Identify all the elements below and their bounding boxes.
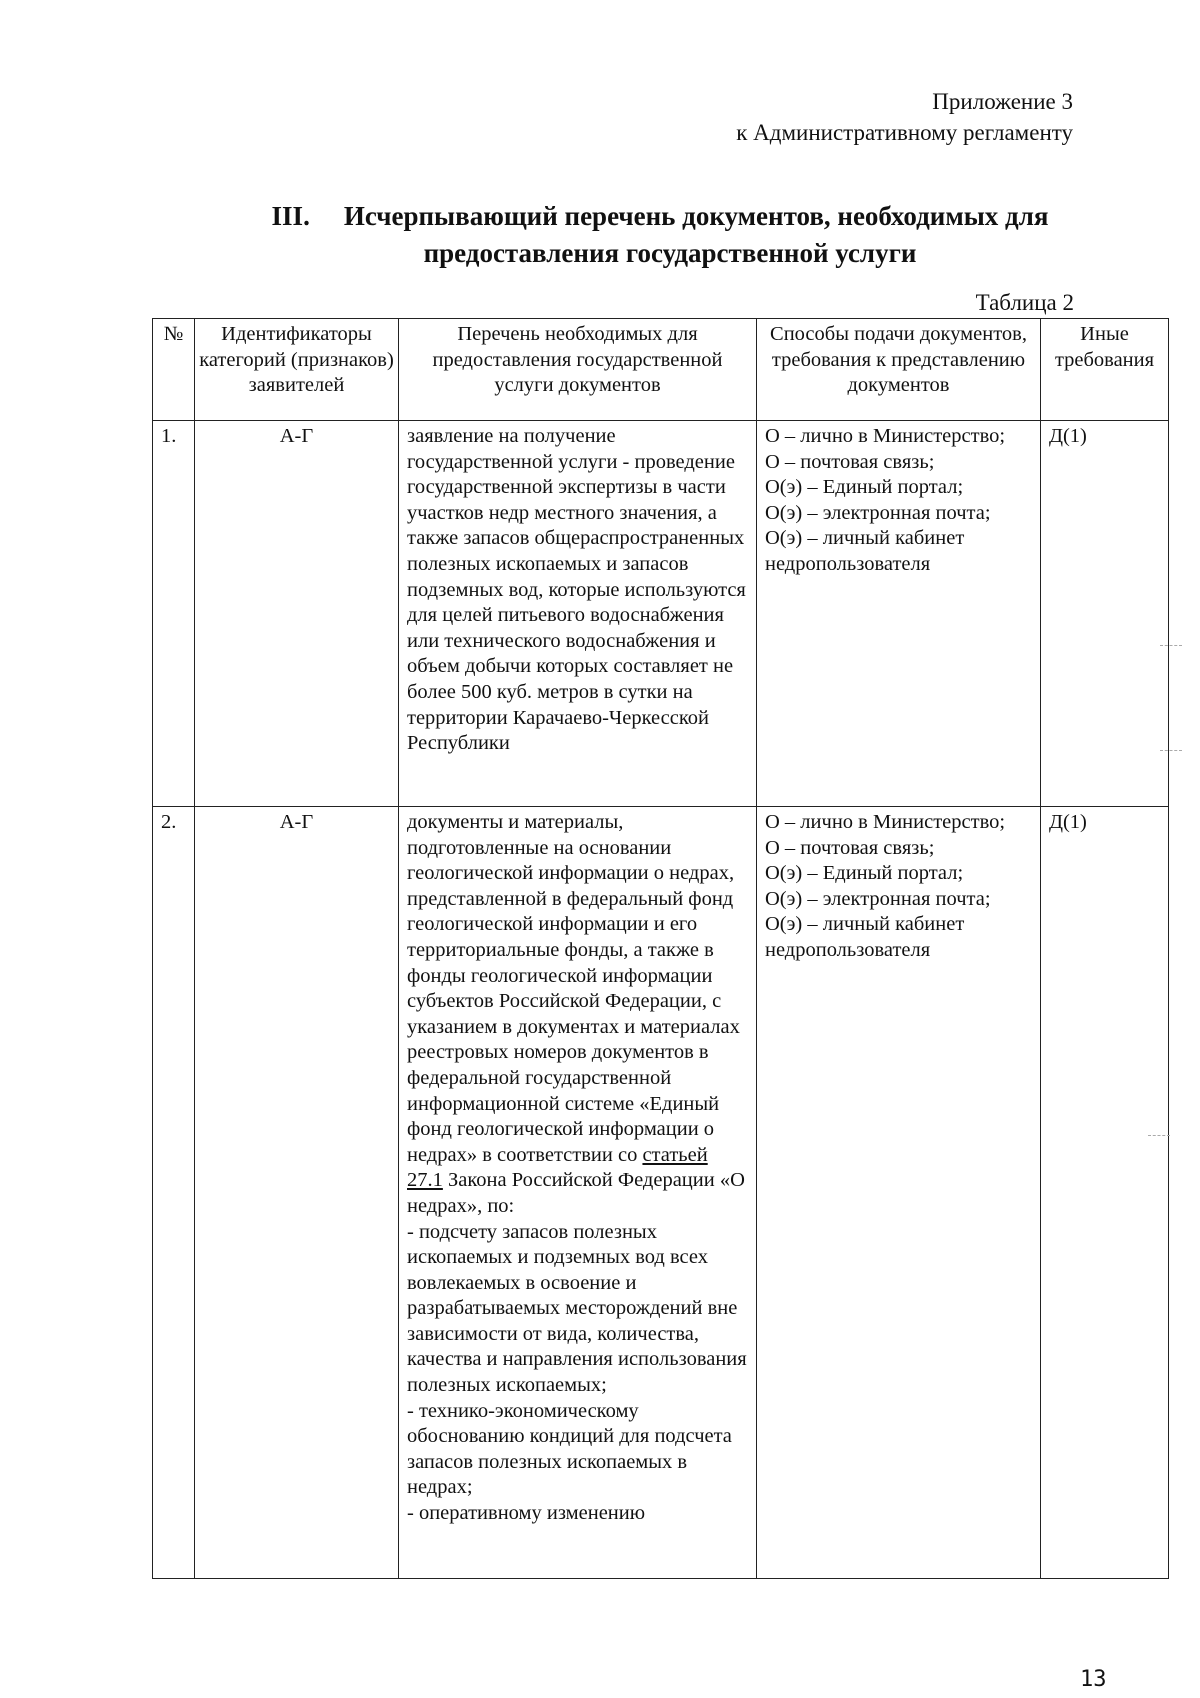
header-other-requirements: Иные требования	[1041, 319, 1169, 421]
row-documents	[399, 807, 757, 1579]
row-number: 2.	[153, 807, 195, 1579]
appendix-line-2: к Административному регламенту	[736, 120, 1073, 145]
row-other-requirements: Д(1)	[1041, 807, 1169, 1579]
header-categories: Идентификаторы категорий (признаков) заявителей	[195, 319, 399, 421]
row-documents: заявление на получение государственной услуги - проведение государственной экспертизы в части участков недр местного значения, а также запасов общераспространенных полезных ископаемых и запасов подземных вод, которые используются для целей питьевого водоснабжения или технического водоснабжения и объем добычи которых составляет не более 500 куб. метров в сутки на территории Карачаево-Черкесской Республики	[399, 421, 757, 807]
scan-margin-mark	[1160, 645, 1182, 646]
row-number: 1.	[153, 421, 195, 807]
appendix-line-1: Приложение 3	[932, 89, 1073, 114]
documents-list-item: - подсчету запасов полезных ископаемых и подземных вод всех вовлекаемых в освоение и разрабатываемых месторождений вне зависимости от вида, количества, качества и направления использования полезных ископаемых;	[407, 1220, 747, 1397]
documents-list-item: - оперативному изменению	[407, 1502, 646, 1525]
row-categories: А-Г	[195, 807, 399, 1579]
table-row	[153, 421, 1169, 807]
appendix-reference	[736, 86, 1073, 148]
method-item: О(э) – Единый портал;	[765, 476, 964, 499]
row-methods	[757, 807, 1041, 1579]
header-documents: Перечень необходимых для предоставления государственной услуги документов	[399, 319, 757, 421]
method-item: О(э) – Единый портал;	[765, 862, 964, 885]
table-row	[153, 807, 1169, 1579]
section-heading	[0, 198, 1200, 272]
header-methods: Способы подачи документов, требования к представлению документов	[757, 319, 1041, 421]
section-title-line-2: предоставления государственной услуги	[423, 238, 917, 268]
scan-margin-mark	[1160, 750, 1182, 751]
method-item: О – лично в Министерство;	[765, 811, 1006, 833]
header-number: №	[153, 319, 195, 421]
method-item: О(э) – электронная почта;	[765, 887, 991, 910]
page-number: 13	[1080, 1667, 1107, 1692]
section-title-line-1: Исчерпывающий перечень документов, необходимых для	[343, 201, 1049, 231]
method-item: О(э) – личный кабинет недропользователя	[765, 527, 965, 575]
method-item: О – почтовая связь;	[765, 836, 935, 859]
method-item: О – почтовая связь;	[765, 450, 935, 473]
documents-text: документы и материалы, подготовленные на основании геологической информации о недрах, представленной в федеральный фонд геологической информации и его территориальные фонды, а также в фонды геологической информации субъектов Российской Федерации, с указанием в документах и материалах реестровых номеров документов в федеральной государственной информационной системе «Единый фонд геологической информации о недрах» в соответствии со	[407, 811, 740, 1166]
row-methods	[757, 421, 1041, 807]
table-caption: Таблица 2	[975, 290, 1074, 315]
documents-list-item: - технико-экономическому обоснованию кондиций для подсчета запасов полезных ископаемых в недрах;	[407, 1399, 732, 1499]
documents-table	[152, 318, 1169, 1579]
row-other-requirements: Д(1)	[1041, 421, 1169, 807]
table-header-row	[153, 319, 1169, 421]
law-article-link[interactable]: статьей 27.1	[407, 1143, 708, 1192]
row-categories: А-Г	[195, 421, 399, 807]
documents-text-continued: Закона Российской Федерации «О недрах», по:	[407, 1169, 745, 1217]
section-number: III.	[271, 201, 310, 231]
method-item: О – лично в Министерство;	[765, 425, 1006, 447]
scan-margin-mark	[1148, 1135, 1170, 1136]
method-item: О(э) – личный кабинет недропользователя	[765, 913, 965, 961]
method-item: О(э) – электронная почта;	[765, 501, 991, 524]
